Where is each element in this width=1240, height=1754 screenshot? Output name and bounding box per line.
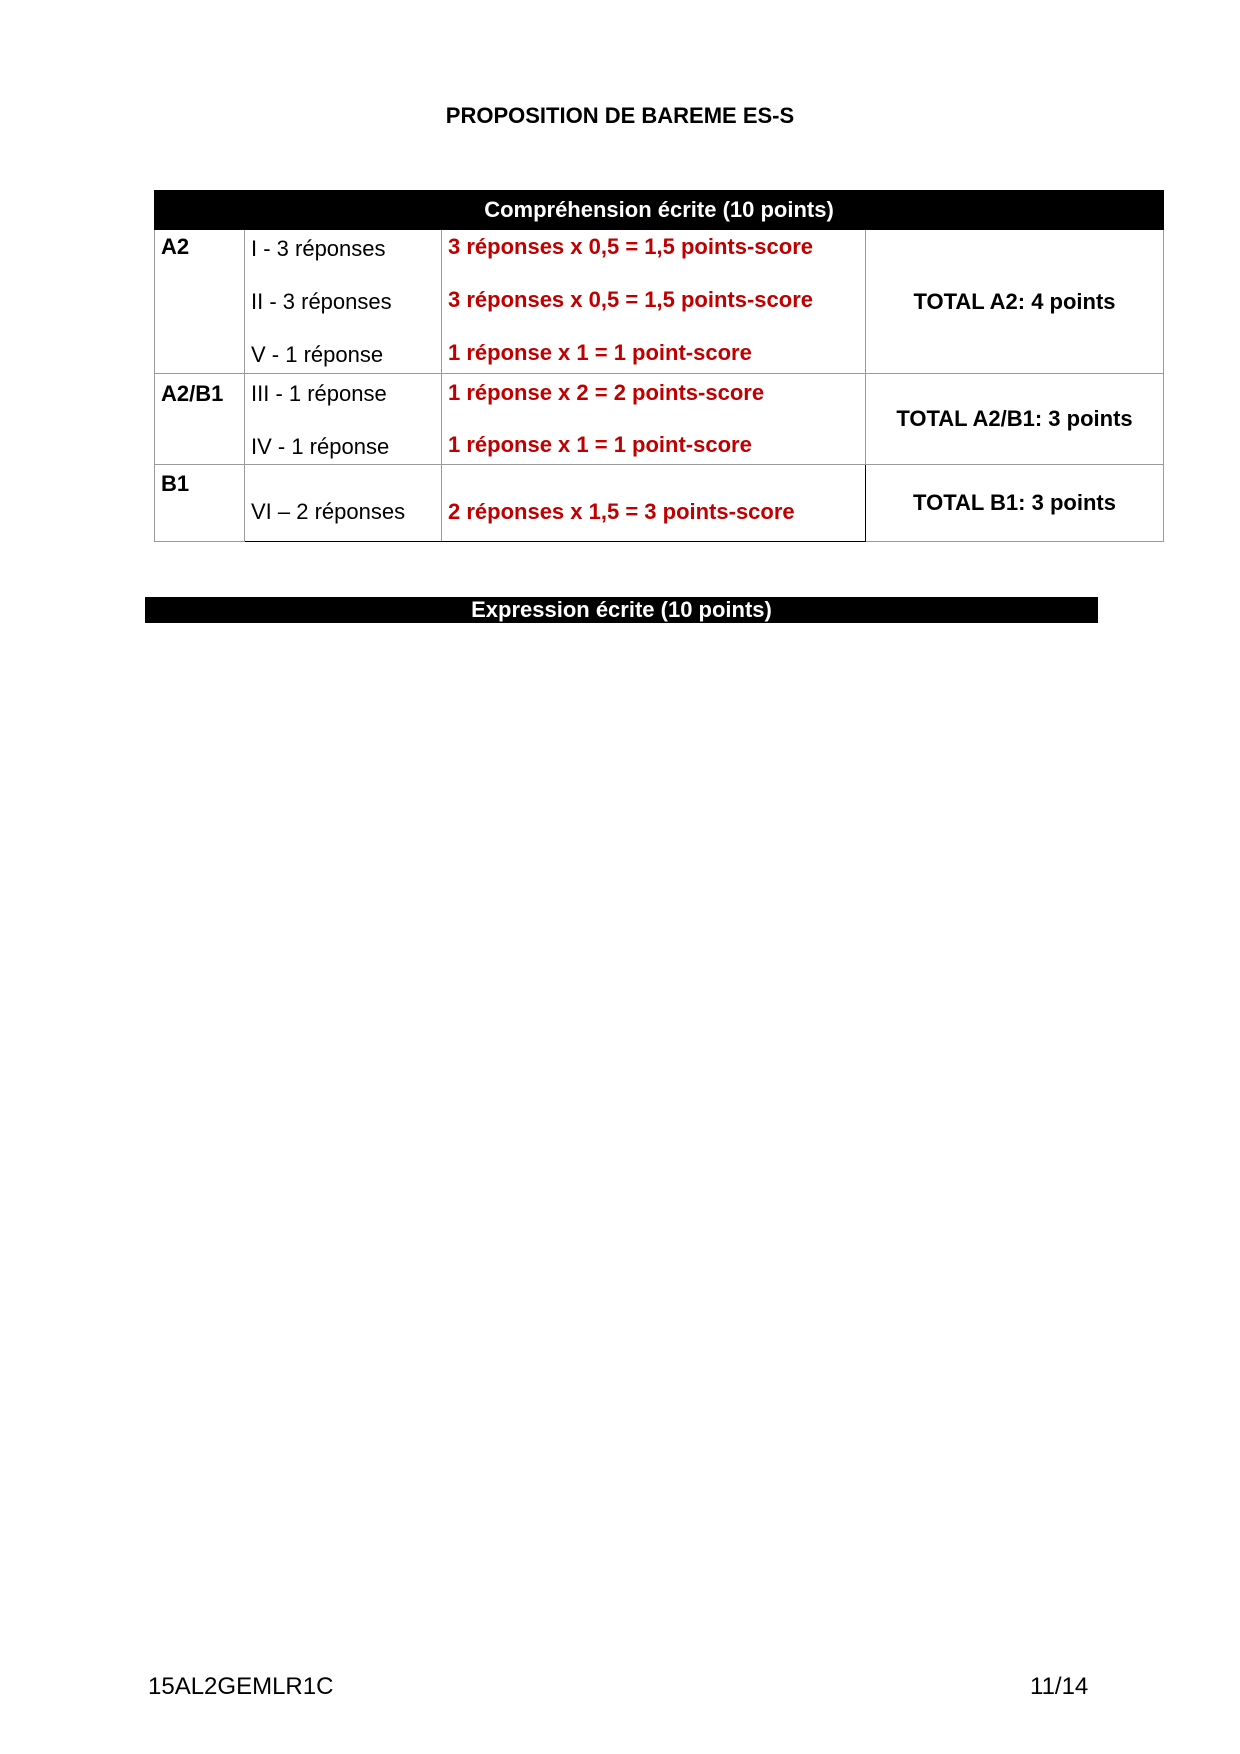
exercise-label: II - 3 réponses bbox=[251, 289, 392, 314]
page-title: PROPOSITION DE BAREME ES-S bbox=[445, 103, 795, 128]
level-label: B1 bbox=[161, 471, 190, 496]
score-formula: 3 réponses x 0,5 = 1,5 points-score bbox=[448, 287, 813, 312]
exercise-label: V - 1 réponse bbox=[251, 342, 384, 367]
score-formula: 2 réponses x 1,5 = 3 points-score bbox=[448, 499, 795, 524]
table-row bbox=[155, 230, 1164, 374]
comprehension-header: Compréhension écrite (10 points) bbox=[155, 191, 1164, 230]
score-formula: 1 réponse x 1 = 1 point-score bbox=[448, 432, 752, 457]
level-label: A2/B1 bbox=[161, 381, 224, 406]
exercise-label: I - 3 réponses bbox=[251, 236, 386, 261]
table-row bbox=[155, 465, 1164, 542]
comprehension-table bbox=[154, 190, 1164, 542]
exercise-label: VI – 2 réponses bbox=[251, 499, 406, 524]
score-cell bbox=[442, 465, 866, 542]
total-cell: TOTAL A2: 4 points bbox=[866, 230, 1164, 374]
level-label: A2 bbox=[161, 234, 190, 259]
page-number: 11/14 bbox=[1030, 1673, 1089, 1700]
score-formula: 1 réponse x 1 = 1 point-score bbox=[448, 340, 752, 365]
exercise-label: III - 1 réponse bbox=[251, 381, 387, 406]
score-cell bbox=[442, 230, 866, 374]
footer-code: 15AL2GEMLR1C bbox=[148, 1673, 334, 1700]
exercise-cell bbox=[245, 465, 442, 542]
exercise-cell bbox=[245, 374, 442, 465]
level-cell bbox=[155, 465, 245, 542]
level-cell bbox=[155, 374, 245, 465]
total-cell: TOTAL A2/B1: 3 points bbox=[866, 374, 1164, 465]
score-formula: 3 réponses x 0,5 = 1,5 points-score bbox=[448, 234, 813, 259]
score-cell bbox=[442, 374, 866, 465]
score-formula: 1 réponse x 2 = 2 points-score bbox=[448, 380, 765, 405]
total-cell: TOTAL B1: 3 points bbox=[866, 465, 1164, 542]
expression-header: Expression écrite (10 points) bbox=[145, 597, 1098, 623]
table-row bbox=[155, 374, 1164, 465]
level-cell bbox=[155, 230, 245, 374]
exercise-cell bbox=[245, 230, 442, 374]
exercise-label: IV - 1 réponse bbox=[251, 434, 390, 459]
